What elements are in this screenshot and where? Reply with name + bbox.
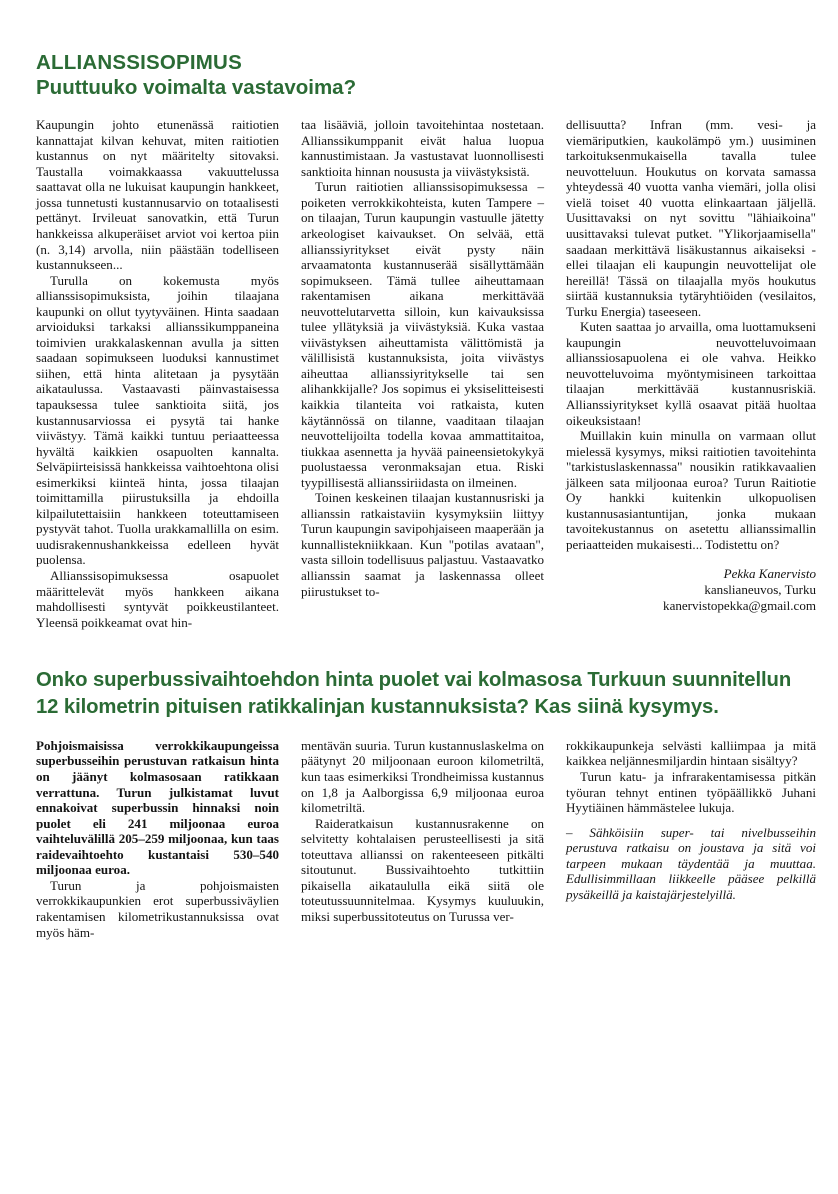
paragraph: Turun raitiotien allianssisopimuksessa – poiketen verrokkikohteista, kuten Tampere – on tilaajan, Turun kaupungin vastuulle jätetty arkeologiset kaivaukset. On selvää, että allianssiyritykset eivät pysty näin arvaamatonta kustannuserää sisällyttämään sopimukseen. Tämä tullee aiheuttamaan rakentamisen aikana merkittävää neuvottelutarvetta silloin, kun kaivauksissa tulee yllätyksiä ja viivästyksiä. Kuka vastaa viivästyksen aiheuttamista välittömistä ja välillisistä kustannuksista, joita viivästys aiheuttaa allianssiyritykselle tai sen alihankkijalle? Jos sopimus ei yksiselitteisesti kaikkia tilanteita voi ratkaista, kuten käytännössä on tilanne, vaaditaan tilaajan neuvottelijoilta todella kovaa ammattitaitoa, tiukkaa asennetta ja hyvää paineensietokykyä puolustaessa veronmaksajan etua. Riski tyypillisestä allianssiriidasta on ilmeinen. [301, 179, 544, 490]
article1-signature [566, 566, 816, 613]
paragraph: Kuten saattaa jo arvailla, oma luottamukseni kaupungin neuvotteluvoimaan allianssiosapuolena ei ole vahva. Heikko neuvotteluvoima myöntymisineen tarkoittaa tilaajan merkittävää kustannusriskiä. Allianssiyritykset kyllä osaavat pitää huoltaa oikeuksistaan! [566, 319, 816, 428]
article2-column-3 [566, 738, 816, 902]
article2-column-1 [36, 738, 279, 940]
article1-column-3 [566, 117, 816, 613]
article1-headline: Puuttuuko voimalta vastavoima? [36, 75, 357, 99]
lead-paragraph: Pohjoismaisissa verrokkikaupungeissa superbusseihin perustuvan ratkaisun hinta on jäänyt kolmasosaan ratikkaan verrattuna. Turun julkistamat luvut ennakoivat superbussin hinnaksi noin puolet eli 241 miljoonaa euroa vaihteluvälillä 205–259 miljoonaa, kun taas raidevaihtoehto kustantaisi 530–540 miljoonaa euroa. [36, 737, 279, 878]
article1-column-2 [301, 117, 544, 599]
article1-kicker: ALLIANSSISOPIMUS [36, 51, 242, 74]
article2-headline: Onko superbussivaihtoehdon hinta puolet vai kolmasosa Turkuun suunnitellun 12 kilometrin pituisen ratikkalinjan kustannuksista? Kas siinä kysymys. [36, 669, 792, 718]
paragraph: Toinen keskeinen tilaajan kustannusriski ja allianssin ratkaistaviin kysymyksiin liittyy Turun kaupungin savipohjaiseen maaperään ja kunnallistekniikkaan. Kun "potilas avataan", vasta silloin todellisuus paljastuu. Vastaavatko allianssin saamat ja laskennassa olleet piirustukset to- [301, 490, 544, 599]
article1-column-1 [36, 117, 279, 630]
paragraph: Allianssisopimuksessa osapuolet määrittelevät myös hankkeen aikana mahdollisesti syntyvät poikkeustilanteet. Yleensä poikkeamat ovat hin- [36, 568, 279, 630]
paragraph: Raideratkaisun kustannusrakenne on selvitetty kohtalaisen perusteellisesti ja sitä toteuttava allianssi on rakenteeseen pitkälti sitoutunut. Bussivaihtoehto tutkittiin pikaisella aikataululla eikä siitä ole toteutussuunnitelmaa. Kysymys kuuluukin, miksi superbussitoteutus on Turussa ver- [301, 815, 544, 924]
author-title: kanslianeuvos, Turku [704, 582, 816, 598]
article-superbussi [36, 667, 816, 940]
paragraph: rokkikaupunkeja selvästi kalliimpaa ja mitä kaikkea neljännesmiljardin hintaan sisältyy? [566, 737, 816, 769]
article-allianssisopimus [36, 51, 816, 630]
article1-columns [36, 117, 816, 630]
paragraph: dellisuutta? Infran (mm. vesi- ja viemäriputkien, kaukolämpö ym.) uusiminen tarkoituksenmukaisella tavalla tulee neuvotteluun. Houkutus on korvata samassa yhteydessä 40 vuotta vanha viemäri, jolla olisi vielä toiset 40 vuotta elinkaartaan jäljellä. Uusittavaksi on nyt sovittu "lähiaikoina" uusittavaksi tulevat putket. "Ylikorjaamisella" saadaan merkittävä lisäkustannus aikaiseksi - ellei tilaajan eli kaupungin neuvottelijat ole hereillä! Tässä on tilaajalla myös houkutus siirtää kustannuksia tytäryhtiöiden (vesilaitos, Turku Energia) taseeseen. [566, 117, 816, 319]
author-name: Pekka Kanervisto [723, 566, 816, 582]
paragraph: Kaupungin johto etunenässä raitiotien kannattajat kilvan kehuvat, miten raitiotien kustannus on nyt määritelty sitovaksi. Taustalla voimakkaassa vakuuttelussa saattavat olla ne lukuisat kaupungin hankkeet, jossa tunnetusti kustannusarvio on totaalisesti pettänyt. Irvileuat sanovatkin, että Turun hankkeissa alkuperäiset arviot voi kertoa piin (n. 3,14) arvolla, niin päästään todelliseen kustannukseen... [36, 117, 279, 273]
article2-columns [36, 737, 816, 940]
article2-column-2 [301, 738, 544, 925]
article1-heading-block [36, 52, 810, 100]
paragraph: Turun ja pohjoismaisten verrokkikaupunkien erot superbussiväylien rakentamisen kilometrikustannuksissa ovat myös häm- [36, 877, 279, 940]
paragraph-spacer [566, 816, 816, 825]
paragraph: Muillakin kuin minulla on varmaan ollut mielessä kysymys, miksi raitiotien tavoitehinta "tarkistuslaskennassa" nousikin ratikkavaalien jälkeen sata miljoonaa euroa? Turun Raitiotie Oy hankki kuitenkin ulkopuolisen kustannusasiantuntijan, jonka mukaan tavoitekustannus on asetettu allianssimallin periaatteiden mukaisesti... Todistettu on? [566, 428, 816, 552]
paragraph: Turulla on kokemusta myös allianssisopimuksista, joihin tilaajana kaupunki on ollut tyytyväinen. Hinta saadaan arvioiduksi tarkaksi allianssikumppaneina toimivien urakkalaskennan avulla ja sitten saadaan sopimukseen luoduksi kannustimet siihen, että hinta alitetaan ja pysytään aikataulussa. Vastaavasti päinvastaisessa tapauksessa tulee sanktioita siitä, jos kustannusarviossa ei pysytä tai hanke viivästyy. Tämä kaikki tuntuu periaatteessa hyvältä kaikkien osapuolten kannalta. Selväpiirteisissä hankkeissa vaihtoehtona olisi esimerkiksi kiinteä hinta, jossa tilaajan toimittamilla piirustuksilla ja ehdoilla kilpailutettaisiin hankkeen toteuttamiseen pystyvät tahot. Tuolla urakkamallilla on esim. uudisrakennushankkeissa edelleen hyvät puolensa. [36, 272, 279, 568]
paragraph: taa lisääviä, jolloin tavoitehintaa nostetaan. Allianssikumppanit eivät halua luopua kannustimistaan. Ja vastustavat luonnollisesti sanktioita hinnan noususta ja viivästyksistä. [301, 117, 544, 179]
pull-quote: – Sähköisiin super- tai nivelbusseihin perustuva ratkaisu on joustava ja sitä voi tarpeen mukaan täydentää ja muuttaa. Edullisimmillaan liikkeelle pääsee pelkillä pysäkeillä ja kaistajärjestelyillä. [566, 824, 816, 902]
author-email: kanervistopekka@gmail.com [663, 597, 816, 613]
paragraph: mentävän suuria. Turun kustannuslaskelma on päätynyt 20 miljoonaan euroon kilometriltä, kun taas esimerkiksi Trondheimissa kustannus on 1,8 ja Aalborgissa 6,9 miljoonaa euroa kilometriltä. [301, 737, 544, 816]
paragraph: Turun katu- ja infrarakentamisessa pitkän työuran tehnyt entinen työpäällikkö Juhani Hyytiäinen hämmästelee lukuja. [566, 769, 816, 816]
